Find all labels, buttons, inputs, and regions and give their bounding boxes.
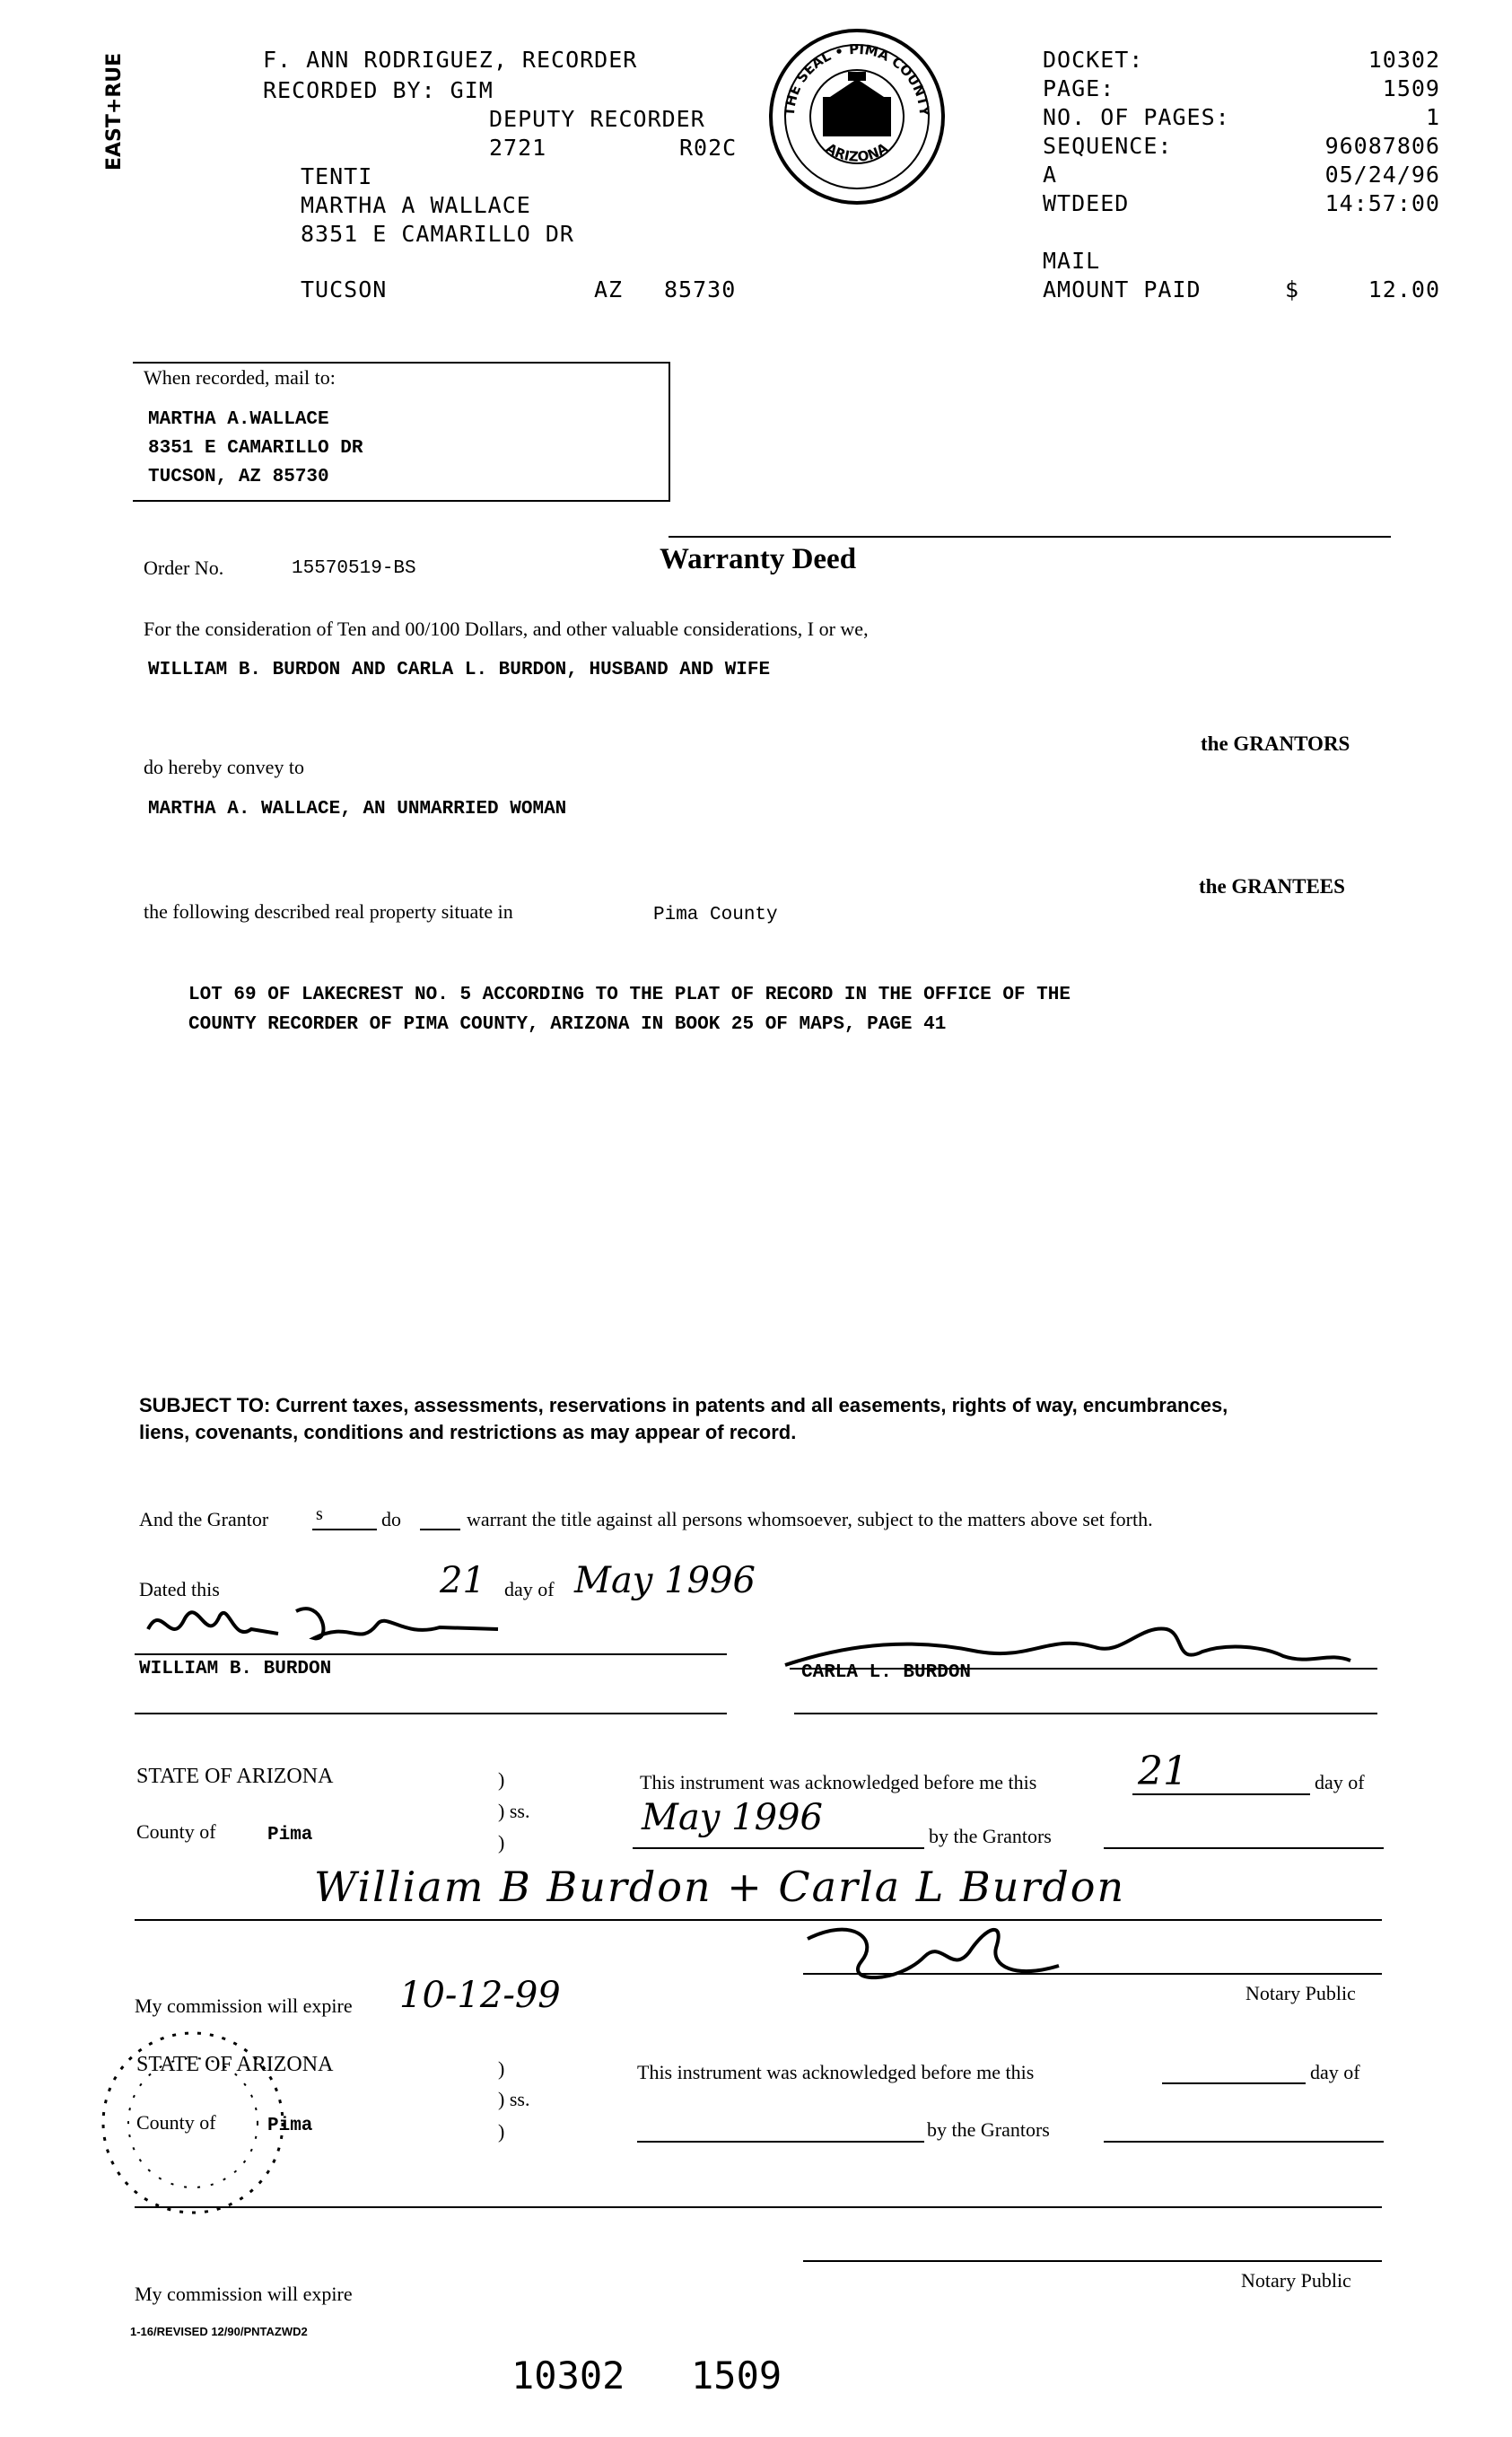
ack1-day-line <box>1132 1793 1310 1795</box>
recipient-name: MARTHA A WALLACE <box>301 192 531 218</box>
grantees-label: the GRANTEES <box>1199 875 1345 898</box>
page-label: PAGE: <box>1043 75 1115 101</box>
recipient-city: TUCSON <box>301 276 388 302</box>
footer-docket: 10302 <box>511 2354 625 2398</box>
ack1-day-of: day of <box>1315 1771 1365 1793</box>
recorder-code-number: 2721 <box>489 135 547 161</box>
warrant-blank-1 <box>312 1529 377 1530</box>
notary2-signature-line <box>803 2260 1382 2262</box>
property-county: Pima County <box>653 905 778 925</box>
document-title: Warranty Deed <box>660 543 857 575</box>
dated-day: 21 <box>440 1560 485 1601</box>
notary1-signature-line <box>803 1973 1382 1975</box>
consideration-text: For the consideration of Ten and 00/100 Dollars, and other valuable considerations, I or we, <box>144 618 869 640</box>
subject-to-line1: SUBJECT TO: Current taxes, assessments, reservations in patents and all easements, rights of way, encumbrances, <box>139 1394 1228 1416</box>
property-label: the following described real property situate in <box>144 900 513 923</box>
mail-to-heading: When recorded, mail to: <box>144 366 336 389</box>
ack1-grantors-line <box>1104 1847 1384 1849</box>
ack1-commission-date: 10-12-99 <box>399 1975 561 2016</box>
ack2-paren-2: ) <box>498 2120 505 2143</box>
legal-description-line1: LOT 69 OF LAKECREST NO. 5 ACCORDING TO THE PLAT OF RECORD IN THE OFFICE OF THE <box>188 985 1071 1005</box>
grantee-name: MARTHA A. WALLACE, AN UNMARRIED WOMAN <box>148 799 567 820</box>
grantor1-name: WILLIAM B. BURDON <box>139 1659 332 1679</box>
warrant-do: do <box>381 1508 401 1530</box>
ack1-county: Pima <box>267 1825 313 1845</box>
warrant-text: warrant the title against all persons whomsoever, subject to the matters above set forth. <box>467 1508 1153 1530</box>
subject-to-line2: liens, covenants, conditions and restrictions as may appear of record. <box>139 1421 797 1443</box>
ack2-day-of: day of <box>1310 2061 1360 2083</box>
doc-class-label: A <box>1043 162 1058 188</box>
grantors-label: the GRANTORS <box>1201 732 1350 755</box>
ack2-date-line <box>637 2141 924 2143</box>
amount-paid-value: 12.00 <box>1368 276 1440 302</box>
ack2-county-label: County of <box>136 2111 216 2134</box>
sequence-label: SEQUENCE: <box>1043 133 1173 159</box>
warrant-blank-2 <box>420 1529 460 1530</box>
notary1-signature-icon <box>799 1912 1068 1997</box>
ack2-grantors-line <box>1104 2141 1384 2143</box>
recipient-street: 8351 E CAMARILLO DR <box>301 221 574 247</box>
recipient-tenti: TENTI <box>301 163 373 189</box>
extra-signature-line-2 <box>794 1713 1377 1714</box>
margin-stamp: EAST+RUE <box>103 52 126 171</box>
docket-value: 10302 <box>1368 47 1440 73</box>
mail-box-extension-line <box>669 536 1391 538</box>
extra-signature-line-1 <box>135 1713 727 1714</box>
ack2-day-line <box>1162 2082 1306 2084</box>
ack1-day: 21 <box>1138 1749 1188 1794</box>
record-date: 05/24/96 <box>1324 162 1440 188</box>
warrant-grantor: And the Grantor <box>139 1508 269 1530</box>
recipient-state: AZ <box>594 276 624 302</box>
recipient-zip: 85730 <box>664 276 737 302</box>
record-time: 14:57:00 <box>1324 190 1440 216</box>
ack1-names-handwritten: William B Burdon + Carla L Burdon <box>314 1863 1126 1911</box>
doc-type-label: WTDEED <box>1043 190 1130 216</box>
amount-dollar-sign: $ <box>1285 276 1300 302</box>
grantor2-name: CARLA L. BURDON <box>801 1662 972 1683</box>
grantor1-signature-icon <box>144 1593 503 1656</box>
grantor1-signature-line <box>135 1653 727 1655</box>
order-number: 15570519-BS <box>292 558 416 579</box>
ack2-by-grantors: by the Grantors <box>927 2118 1050 2141</box>
ack2-paren: ) <box>498 2057 505 2080</box>
ack1-commission: My commission will expire <box>135 1994 353 2017</box>
legal-description-line2: COUNTY RECORDER OF PIMA COUNTY, ARIZONA IN BOOK 25 OF MAPS, PAGE 41 <box>188 1014 947 1035</box>
pages-count-value: 1 <box>1425 104 1440 130</box>
dated-day-of: day of <box>504 1578 555 1600</box>
ack1-ss: ) ss. <box>498 1800 530 1822</box>
warrant-plural-s: s <box>316 1504 323 1524</box>
ack1-names-line <box>135 1919 1382 1921</box>
order-label: Order No. <box>144 557 224 579</box>
ack2-state: STATE OF ARIZONA <box>136 2053 334 2076</box>
mail-to-line2: 8351 E CAMARILLO DR <box>148 438 363 459</box>
form-number: 1-16/REVISED 12/90/PNTAZWD2 <box>130 2325 308 2338</box>
pages-count-label: NO. OF PAGES: <box>1043 104 1230 130</box>
ack1-state: STATE OF ARIZONA <box>136 1765 334 1788</box>
ack2-names-line <box>135 2206 1382 2208</box>
ack2-notary: Notary Public <box>1241 2269 1351 2292</box>
footer-page: 1509 <box>691 2354 782 2398</box>
mail-to-line3: TUCSON, AZ 85730 <box>148 467 329 487</box>
deputy-recorder: DEPUTY RECORDER <box>489 106 705 132</box>
ack2-county: Pima <box>267 2116 313 2136</box>
seal-bottom-text: ARIZONA <box>823 139 891 165</box>
ack1-date-line <box>633 1847 924 1849</box>
ack2-ss: ) ss. <box>498 2088 530 2110</box>
sequence-value: 96087806 <box>1324 133 1440 159</box>
grantors-names: WILLIAM B. BURDON AND CARLA L. BURDON, HUSBAND AND WIFE <box>148 660 771 680</box>
ack1-notary: Notary Public <box>1245 1982 1356 2004</box>
county-seal-icon <box>767 27 947 206</box>
dated-month-year: May 1996 <box>574 1560 756 1601</box>
page-value: 1509 <box>1382 75 1440 101</box>
recorder-name: F. ANN RODRIGUEZ, RECORDER <box>263 47 638 73</box>
ack1-instrument: This instrument was acknowledged before me this <box>640 1771 1037 1793</box>
ack2-instrument: This instrument was acknowledged before me this <box>637 2061 1035 2083</box>
convey-text: do hereby convey to <box>144 756 304 778</box>
amount-paid-label: AMOUNT PAID <box>1043 276 1202 302</box>
dated-label: Dated this <box>139 1578 220 1600</box>
ack1-county-label: County of <box>136 1820 216 1843</box>
docket-label: DOCKET: <box>1043 47 1144 73</box>
ack1-month-year: May 1996 <box>642 1797 823 1838</box>
seal-top-text: THE SEAL • PIMA COUNTY <box>781 40 933 117</box>
ack1-paren: ) <box>498 1768 505 1791</box>
mail-label: MAIL <box>1043 248 1101 274</box>
ack1-paren-2: ) <box>498 1831 505 1854</box>
recorded-by: RECORDED BY: GIM <box>263 77 494 103</box>
recorder-code: R02C <box>679 135 738 161</box>
mail-to-line1: MARTHA A.WALLACE <box>148 409 329 430</box>
svg-text:ARIZONA <box>823 140 891 165</box>
ack2-commission: My commission will expire <box>135 2283 353 2305</box>
ack1-by-grantors: by the Grantors <box>929 1825 1052 1847</box>
